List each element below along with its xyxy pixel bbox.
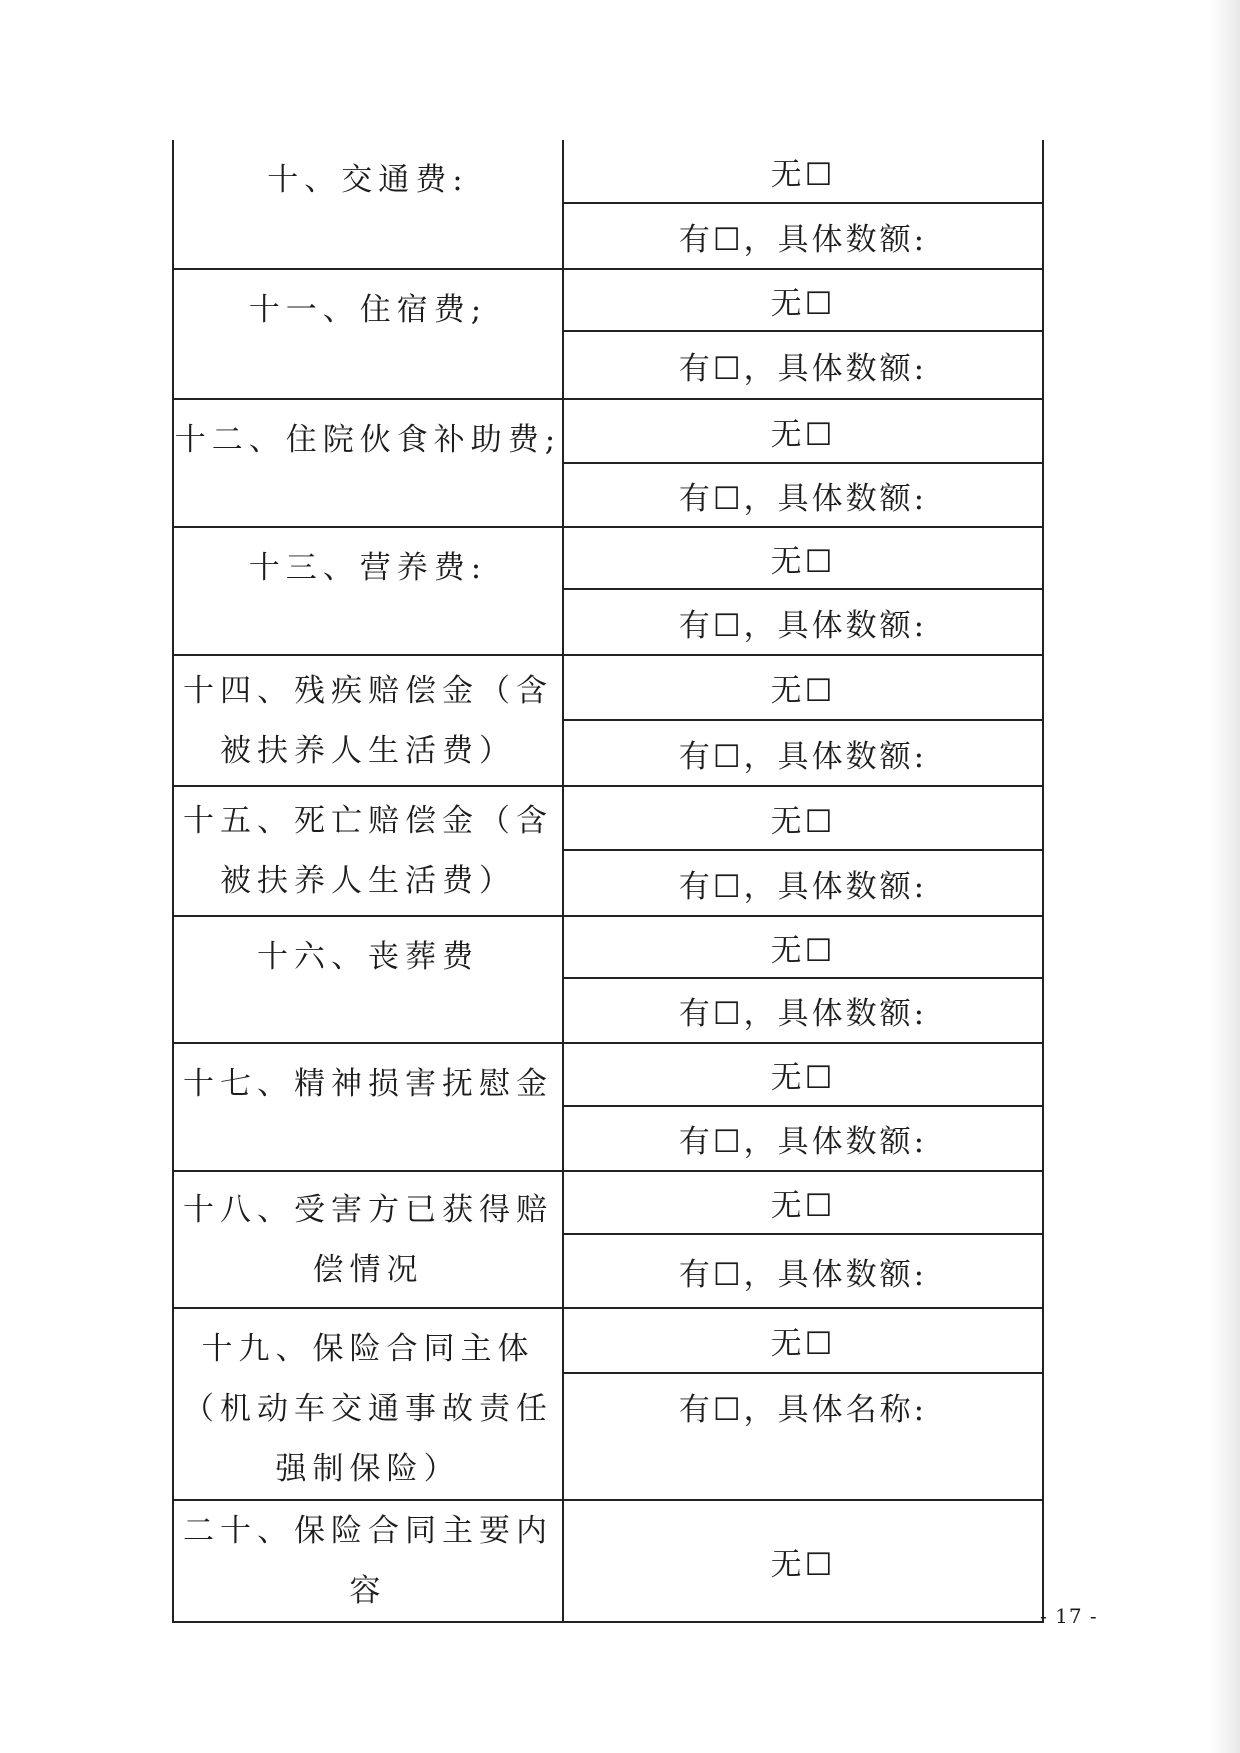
row-label: 十一、住宿费; — [173, 269, 563, 399]
table-row — [173, 1308, 1043, 1373]
option-amount-field[interactable]: 有☐，具体数额: — [563, 720, 1043, 786]
option-none-checkbox[interactable]: 无☐ — [563, 1500, 1043, 1622]
option-none-checkbox[interactable]: 无☐ — [563, 269, 1043, 331]
row-label: 十九、保险合同主体（机动车交通事故责任强制保险） — [173, 1308, 563, 1500]
page-number: - 17 - — [1040, 1604, 1098, 1628]
option-amount-field[interactable]: 有☐，具体数额: — [563, 203, 1043, 269]
option-name-field[interactable]: 有☐，具体名称: — [563, 1373, 1043, 1500]
option-none-checkbox[interactable]: 无☐ — [563, 1308, 1043, 1373]
option-none-checkbox[interactable]: 无☐ — [563, 140, 1043, 203]
table-row — [173, 1500, 1043, 1622]
option-none-checkbox[interactable]: 无☐ — [563, 1171, 1043, 1234]
row-label: 十八、受害方已获得赔偿情况 — [173, 1171, 563, 1308]
row-label: 十四、残疾赔偿金（含被扶养人生活费） — [173, 655, 563, 786]
table-row — [173, 140, 1043, 203]
row-label: 十六、丧葬费 — [173, 916, 563, 1043]
compensation-form-table — [172, 140, 1044, 1623]
table-row — [173, 527, 1043, 589]
option-none-checkbox[interactable]: 无☐ — [563, 527, 1043, 589]
row-label: 十七、精神损害抚慰金 — [173, 1043, 563, 1171]
option-none-checkbox[interactable]: 无☐ — [563, 916, 1043, 978]
row-label: 十五、死亡赔偿金（含被扶养人生活费） — [173, 786, 563, 916]
option-amount-field[interactable]: 有☐，具体数额: — [563, 331, 1043, 399]
option-amount-field[interactable]: 有☐，具体数额: — [563, 850, 1043, 916]
option-amount-field[interactable]: 有☐，具体数额: — [563, 1234, 1043, 1308]
page-edge-shadow — [1210, 0, 1240, 1753]
table-row — [173, 1043, 1043, 1106]
option-none-checkbox[interactable]: 无☐ — [563, 786, 1043, 850]
row-label: 二十、保险合同主要内容 — [173, 1500, 563, 1622]
row-label: 十、交通费: — [173, 140, 563, 269]
table-row — [173, 1171, 1043, 1234]
row-label: 十二、住院伙食补助费; — [173, 399, 563, 527]
option-amount-field[interactable]: 有☐，具体数额: — [563, 589, 1043, 655]
table-row — [173, 916, 1043, 978]
table-row — [173, 399, 1043, 463]
row-label: 十三、营养费: — [173, 527, 563, 655]
option-amount-field[interactable]: 有☐，具体数额: — [563, 1106, 1043, 1171]
option-amount-field[interactable]: 有☐，具体数额: — [563, 463, 1043, 527]
table-row — [173, 786, 1043, 850]
option-none-checkbox[interactable]: 无☐ — [563, 655, 1043, 720]
table-row — [173, 655, 1043, 720]
option-amount-field[interactable]: 有☐，具体数额: — [563, 978, 1043, 1043]
table-row — [173, 269, 1043, 331]
option-none-checkbox[interactable]: 无☐ — [563, 1043, 1043, 1106]
option-none-checkbox[interactable]: 无☐ — [563, 399, 1043, 463]
